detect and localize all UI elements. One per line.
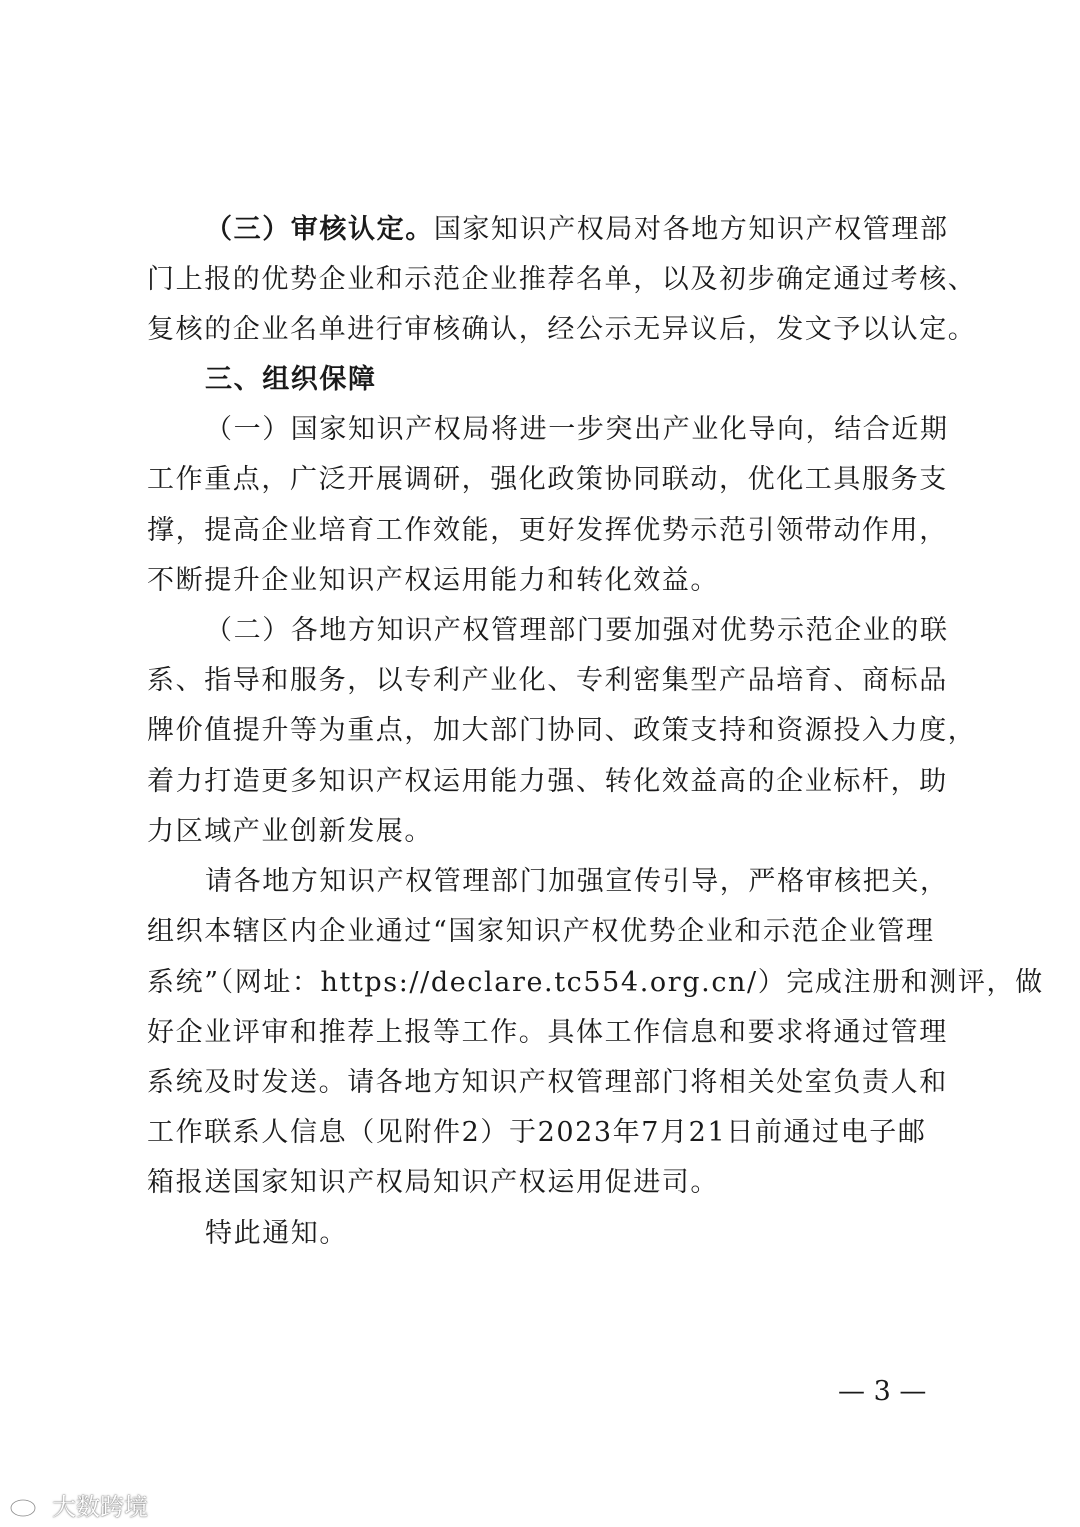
para1-line1: （一）国家知识产权局将进一步突出产业化导向，结合近期 [205, 414, 949, 445]
watermark-text: 大数跨境 [52, 1493, 148, 1521]
para2-line2: 系、指导和服务，以专利产业化、专利密集型产品培育、商标品 [147, 665, 948, 696]
para3-line6: 工作联系人信息（见附件2）于2023年7月21日前通过电子邮 [147, 1117, 927, 1148]
para1-line4: 不断提升企业知识产权运用能力和转化效益。 [147, 565, 719, 596]
para2-line4: 着力打造更多知识产权运用能力强、转化效益高的企业标杆，助 [147, 766, 948, 797]
para3-line1: 请各地方知识产权管理部门加强宣传引导，严格审核把关， [205, 866, 949, 897]
para1-line2: 工作重点，广泛开展调研，强化政策协同联动，优化工具服务支 [147, 464, 948, 495]
para1-line3: 撑，提高企业培育工作效能，更好发挥优势示范引领带动作用， [147, 515, 948, 546]
para2-line5: 力区域产业创新发展。 [147, 816, 433, 847]
para3-line3: 系统”（网址：https://declare.tc554.org.cn/）完成注册和测评，做 [147, 967, 1044, 998]
section3-text: 国家知识产权局对各地方知识产权管理部 [433, 214, 949, 245]
section3-line1 [205, 212, 947, 248]
section3-label: （三）审核认定。 [205, 214, 434, 245]
para2-line3: 牌价值提升等为重点，加大部门协同、政策支持和资源投入力度， [147, 715, 977, 746]
section3-line3: 复核的企业名单进行审核确认，经公示无异议后，发文予以认定。 [147, 314, 977, 345]
para2-line1: （二）各地方知识产权管理部门要加强对优势示范企业的联 [205, 615, 949, 646]
section-heading-organization: 三、组织保障 [205, 364, 377, 395]
para3-line7: 箱报送国家知识产权局知识产权运用促进司。 [147, 1167, 719, 1198]
section3-line2: 门上报的优势企业和示范企业推荐名单，以及初步确定通过考核、 [147, 264, 977, 295]
weibo-logo-icon [8, 1492, 46, 1518]
para3-line5: 系统及时发送。请各地方知识产权管理部门将相关处室负责人和 [147, 1067, 948, 1098]
para3-line4: 好企业评审和推荐上报等工作。具体工作信息和要求将通过管理 [147, 1017, 948, 1048]
watermark [8, 1487, 148, 1522]
closing-line: 特此通知。 [205, 1218, 348, 1249]
para3-line2: 组织本辖区内企业通过“国家知识产权优势企业和示范企业管理 [147, 916, 935, 947]
page-number: — 3 — [838, 1376, 927, 1407]
